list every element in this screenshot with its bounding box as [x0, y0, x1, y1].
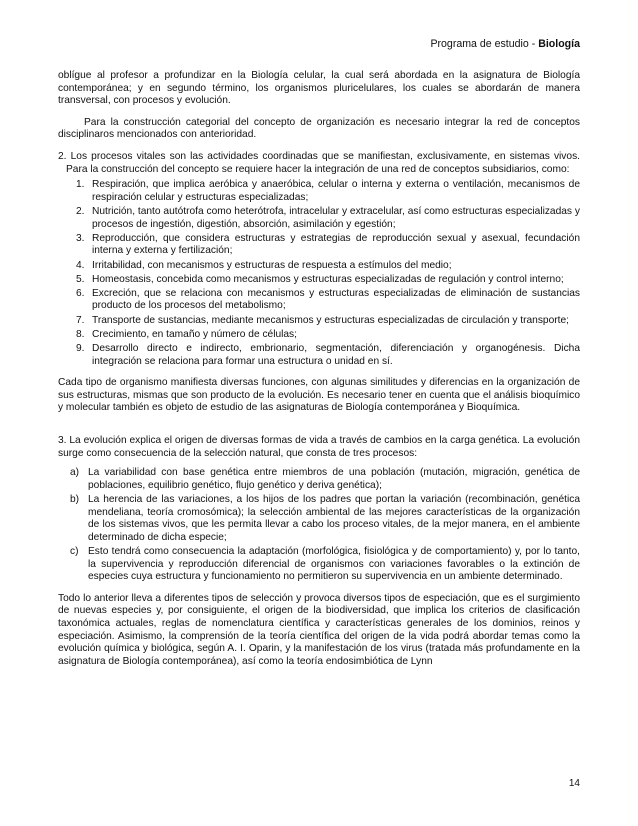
section-3-intro: 3. La evolución explica el origen de diversas formas de vida a través de cambios en la carga genética. La evolución surge como consecuencia de la selección natural, que consta de tres procesos:: [58, 435, 580, 459]
construction-paragraph: Para la construcción categorial del concepto de organización es necesario integrar la red de conceptos disciplinaros mencionados con anterioridad.: [58, 116, 580, 141]
list-item: 4. Irritabilidad, con mecanismos y estructuras de respuesta a estímulos del medio;: [76, 259, 452, 271]
list-item: 7. Transporte de sustancias, mediante mecanismos y estructuras especializadas de circulación y transporte;: [76, 314, 569, 326]
list-item: b) La herencia de las variaciones, a los hijos de los padres que portan la variación (recombinación, genética mendeliana, teoría cromosómica); la selección ambiental de las mejores características de la organización de los sistemas vivos, que les permita llevar a cabo los proceso vitales, de la mejor manera, en el ambiente determinado de dicha especie;: [70, 493, 580, 543]
list-item: 3. Reproducción, que considera estructuras y estrategias de reproducción sexual y asexual, fecundación interna y externa y fertilización;: [76, 232, 580, 257]
evolution-processes-list: [58, 467, 580, 584]
list-item: 6. Excreción, que se relaciona con mecanismos y estructuras especializadas de eliminación de sustancias producto de los procesos del metabolismo;: [76, 287, 580, 312]
page-number: 14: [568, 778, 580, 789]
list-item: 2. Nutrición, tanto autótrofa como heterótrofa, intracelular y extracelular, así como estructuras especializadas y procesos de ingestión, digestión, absorción, asimilación y egestión;: [76, 205, 580, 230]
subject-label: Biología: [538, 38, 580, 50]
list-item: 9. Desarrollo directo e indirecto, embrionario, segmentación, diferenciación y organogénesis. Dicha integración se relaciona para formar una estructura o unidad en sí.: [76, 343, 580, 367]
list-item: a) La variabilidad con base genética entre miembros de una población (mutación, migración, genética de poblaciones, equilibrio genético, flujo genético y deriva genética);: [70, 467, 580, 491]
organisms-paragraph: Cada tipo de organismo manifiesta diversas funciones, con algunas similitudes y diferencias en la organización de sus estructuras, mismas que son producto de la evolución. Es necesario tener en cuenta que el análisis bioquímico y molecular también es objeto de estudio de las asignaturas de Biología contemporánea y Bioquímica.: [58, 377, 580, 414]
list-item: 8. Crecimiento, en tamaño y número de células;: [76, 328, 297, 340]
closing-paragraph: Todo lo anterior lleva a diferentes tipos de selección y provoca diversos tipos de especiación, que es el surgimiento de nuevas especies y, por consiguiente, el origen de la biodiversidad, que implica los criterios de clasificación taxonómica actuales, reglas de nomenclatura científica y características generales de los dominios, reinos y especiación. Asimismo, la comprensión de la teoría científica del origen de la vida podrá abordar temas como la evolución química y biológica, según A. I. Oparin, y la manifestación de los virus (tratada más profundamente en la asignatura de Biología contemporánea), así como la teoría endosimbiótica de Lynn: [58, 592, 580, 667]
list-item: 1. Respiración, que implica aeróbica y anaeróbica, celular o interna y externa o ventilación, mecanismos de respiración celular y estructuras especializadas;: [76, 179, 580, 203]
list-item: c) Esto tendrá como consecuencia la adaptación (morfológica, fisiológica y de comportamiento) y, por lo tanto, la supervivencia y reproducción diferencial de organismos con variaciones favorables o la extinción de especies cuya estructura y funcionamiento no permitieron su supervivencia en un ambiente determinado.: [70, 545, 580, 583]
vital-processes-list: [58, 179, 580, 368]
program-label: Programa de estudio -: [430, 38, 539, 50]
page-content: [58, 70, 580, 668]
section-2-intro: 2. Los procesos vitales son las actividades coordinadas que se manifiestan, exclusivamente, en sistemas vivos. Para la construcción del concepto se requiere hacer la integración de una red de conceptos subsidiarios, como:: [58, 150, 580, 175]
page-header: [430, 38, 580, 50]
list-item: 5. Homeostasis, concebida como mecanismos y estructuras especializadas de regulación y control interno;: [76, 273, 564, 285]
intro-paragraph: oblígue al profesor a profundizar en la Biología celular, la cual será abordada en la asignatura de Biología contemporánea; y en segundo término, los organismos pluricelulares, los cuales se abordarán de manera transversal, con procesos y evolución.: [58, 70, 580, 107]
